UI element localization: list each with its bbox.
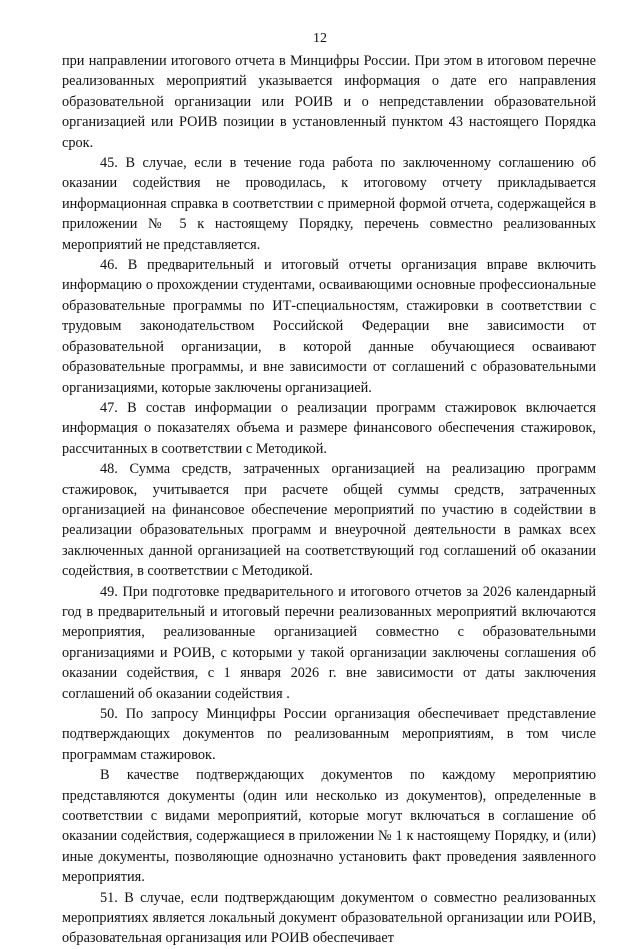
- paragraph-45: 45. В случае, если в течение года работа по заключенному соглашению об оказании содействия не проводилась, к итоговому отчету прикладывается информационная справка в соответствии с примерной формой отчета, содержащейся в приложении № 5 к настоящему Порядку, перечень совместно реализованных мероприятий не представляется.: [62, 155, 596, 253]
- paragraph-50: 50. По запросу Минцифры России организация обеспечивает представление подтверждающих документов по реализованным мероприятиям, в том числе программам стажировок.: [62, 706, 596, 763]
- paragraph-continuation: при направлении итогового отчета в Минцифры России. При этом в итоговом перечне реализованных мероприятий указывается информация о дате его направления образовательной организации или РОИВ и о непредставлении образовательной организацией или РОИВ позиции в установленный пунктом 43 настоящего Порядка срок.: [62, 53, 596, 151]
- paragraph-50-supporting-docs: В качестве подтверждающих документов по каждому мероприятию представляются документы (один или несколько из документов), определенные в соответствии с видами мероприятий, которые могут включаться в соглашение об оказании содействия, содержащиеся в приложении № 1 к настоящему Порядку, и (или) иные документы, позволяющие однозначно установить факт проведения заявленного мероприятия.: [62, 767, 596, 886]
- paragraph-49: 49. При подготовке предварительного и итогового отчетов за 2026 календарный год в предварительный и итоговый перечни реализованных мероприятий включаются мероприятия, реализованные организацией совместно с образовательными организациями и РОИВ, с которыми у такой организации заключены соглашения об оказании содействия, с 1 января 2026 г. вне зависимости от даты заключения соглашений об оказании содействия .: [62, 583, 596, 702]
- paragraph-48: 48. Сумма средств, затраченных организацией на реализацию программ стажировок, учитывается при расчете общей суммы средств, затраченных организацией на финансовое обеспечение мероприятий по участию в содействии в реализации образовательных программ и внеурочной деятельности в рамках всех заключенных данной организацией на соответствующий год соглашений об оказании содействия, в соответствии с Методикой.: [62, 461, 596, 580]
- document-body: [62, 51, 596, 949]
- paragraph-51: 51. В случае, если подтверждающим документом о совместно реализованных мероприятиях является локальный документ образовательной организации или РОИВ, образовательная организация или РОИВ обеспечивает: [62, 889, 596, 947]
- paragraph-46: 46. В предварительный и итоговый отчеты организация вправе включить информацию о прохождении студентами, осваивающими основные профессиональные образовательные программы по ИТ-специальностям, стажировки в соответствии с трудовым законодательством Российской Федерации вне зависимости от образовательной организации, в которой данные обучающиеся осваивают образовательные программы, и вне зависимости от соглашений с образовательными организациями, которые заключены организацией.: [62, 257, 596, 396]
- page-number: 12: [313, 31, 327, 46]
- paragraph-47: 47. В состав информации о реализации программ стажировок включается информация о показателях объема и размере финансового обеспечения стажировок, рассчитанных в соответствии с Методикой.: [62, 399, 596, 457]
